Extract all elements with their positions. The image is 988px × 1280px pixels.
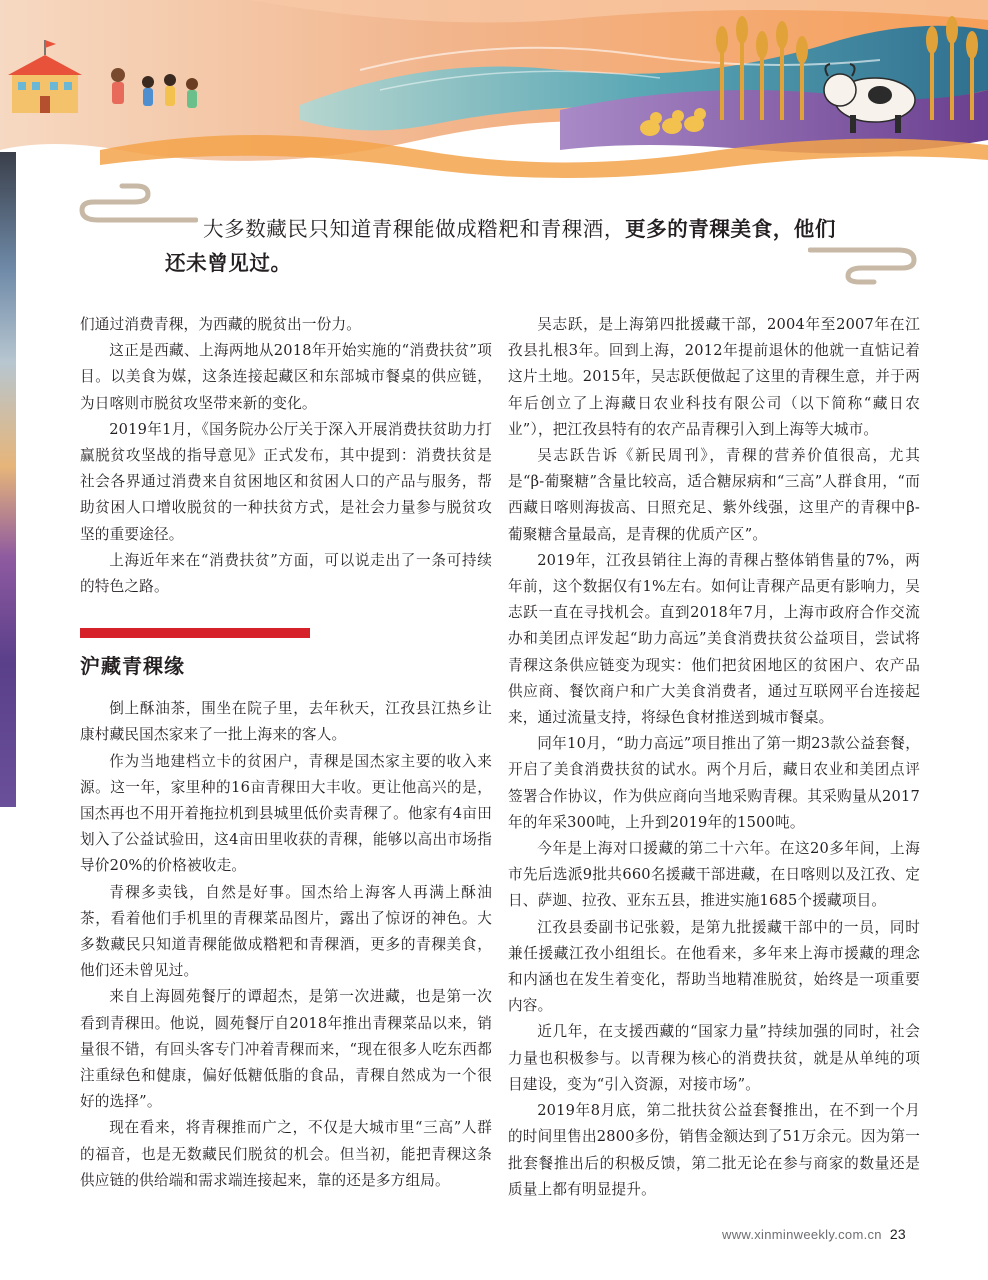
section-paragraph-2: 作为当地建档立卡的贫困户，青稞是国杰家主要的收入来源。这一年，家里种的16亩青稞田大丰收。更让他高兴的是，国杰再也不用开着拖拉机到县城里低价卖青稞了。他家有4亩田划入了公益试验田，这4亩田里收获的青稞，能够以高出市场指导价20%的价格被收走。 [80,752,492,875]
left-edge-photo-strip [0,152,16,807]
pull-quote [165,212,845,280]
right-paragraph-1: 吴志跃，是上海第四批援藏干部，2004年至2007年在江孜县扎根3年。回到上海，2012年提前退休的他就一直惦记着这片土地。2015年，吴志跃便做起了这里的青稞生意，并于两年后创立了上海藏日农业科技有限公司（以下简称“藏日农业”），把江孜县特有的农产品青稞引入到上海等大城市。 [508,316,920,438]
left-paragraph-2: 这正是西藏、上海两地从2018年开始实施的“消费扶贫”项目。以美食为媒，这条连接起藏区和东部城市餐桌的供应链，为日喀则市脱贫攻坚带来新的变化。 [80,342,492,412]
right-paragraph-3: 2019年，江孜县销往上海的青稞占整体销售量的7%，两年前，这个数据仅有1%左右。如何让青稞产品更有影响力，吴志跃一直在寻找机会。直到2018年7月，上海市政府合作交流办和美团点评发起“助力高远”美食消费扶贫公益项目，尝试将青稞这条供应链变为现实：他们把贫困地区的贫困户、农产品供应商、餐饮商户和广大美食消费者，通过互联网平台连接起来，通过流量支持，将绿色食材推送到城市餐桌。 [508,551,920,727]
quote-ornament-bottom [808,246,918,286]
left-paragraph-1: 们通过消费青稞，为西藏的脱贫出一份力。 [80,316,362,333]
pull-quote-emphasis: 更多的青稞美食，他们还未曾见过。 [165,217,836,275]
landscape-illustration [0,0,988,190]
left-paragraph-3: 2019年1月，《国务院办公厅关于深入开展消费扶贫助力打赢脱贫攻坚战的指导意见》正式发布，其中提到：消费扶贫是社会各界通过消费来自贫困地区和贫困人口的产品与服务，帮助贫困人口增收脱贫的一种扶贫方式，是社会力量参与脱贫攻坚的重要途径。 [80,420,492,543]
right-paragraph-4: 同年10月，“助力高远”项目推出了第一期23款公益套餐，开启了美食消费扶贫的试水。两个月后，藏日农业和美团点评签署合作协议，作为供应商向当地采购青稞。其采购量从2017年的年采300吨，上升到2019年的1500吨。 [508,735,920,831]
page-footer [722,1226,906,1242]
section-paragraph-5: 现在看来，将青稞推而广之，不仅是大城市里“三高”人群的福音，也是无数藏民们脱贫的机会。但当初，能把青稞这条供应链的供给端和需求端连接起来，靠的还是多方组局。 [80,1119,492,1189]
right-paragraph-6: 江孜县委副书记张毅，是第九批援藏干部中的一员，同时兼任援藏江孜小组组长。在他看来，多年来上海市援藏的理念和内涵也在发生着变化，帮助当地精准脱贫，始终是一项重要内容。 [508,918,920,1015]
pull-quote-lead: 大多数藏民只知道青稞能做成糌粑和青稞酒， [203,217,625,241]
right-paragraph-7: 近几年，在支援西藏的“国家力量”持续加强的同时，社会力量也积极参与。以青稞为核心的消费扶贫，就是从单纯的项目建设，变为“引入资源，对接市场”。 [508,1023,920,1093]
right-paragraph-8: 2019年8月底，第二批扶贫公益套餐推出，在不到一个月的时间里售出2800多份，销售金额达到了51万余元。因为第一批套餐推出后的积极反馈，第二批无论在参与商家的数量还是质量上都有明显提升。 [508,1102,920,1198]
left-paragraph-4: 上海近年来在“消费扶贫”方面，可以说走出了一条可持续的特色之路。 [80,551,492,596]
page-number: 23 [889,1226,906,1242]
right-paragraph-2: 吴志跃告诉《新民周刊》，青稞的营养价值很高，尤其是“β-葡聚糖”含量比较高，适合糖尿病和“三高”人群食用，“而西藏日喀则海拔高、日照充足、紫外线强，这里产的青稞中β-葡聚糖含量最高，是青稞的优质产区”。 [508,447,920,543]
section-paragraph-4: 来自上海圆苑餐厅的谭超杰，是第一次进藏，也是第一次看到青稞田。他说，圆苑餐厅自2018年推出青稞菜品以来，销量很不错，有回头客专门冲着青稞而来，“现在很多人吃东西都注重绿色和健康，偏好低糖低脂的食品，青稞自然成为一个很好的选择”。 [80,988,492,1111]
right-column [508,312,920,1203]
section-paragraph-3: 青稞多卖钱，自然是好事。国杰给上海客人再满上酥油茶，看着他们手机里的青稞菜品图片，露出了惊讶的神色。大多数藏民只知道青稞能做成糌粑和青稞酒，更多的青稞美食，他们还未曾见过。 [80,883,492,980]
website-url: www.xinminweekly.com.cn [722,1227,882,1242]
header-illustration [0,0,988,185]
section-divider-bar [80,628,310,638]
section-title: 沪藏青稞缘 [80,654,185,679]
left-column [80,312,492,1194]
section-paragraph-1: 倒上酥油茶，围坐在院子里，去年秋天，江孜县江热乡让康村藏民国杰家来了一批上海来的客人。 [80,700,492,744]
right-paragraph-5: 今年是上海对口援藏的第二十六年。在这20多年间，上海市先后选派9批共660名援藏干部进藏，在日喀则以及江孜、定日、萨迦、拉孜、亚东五县，推进实施1685个援藏项目。 [508,840,920,910]
